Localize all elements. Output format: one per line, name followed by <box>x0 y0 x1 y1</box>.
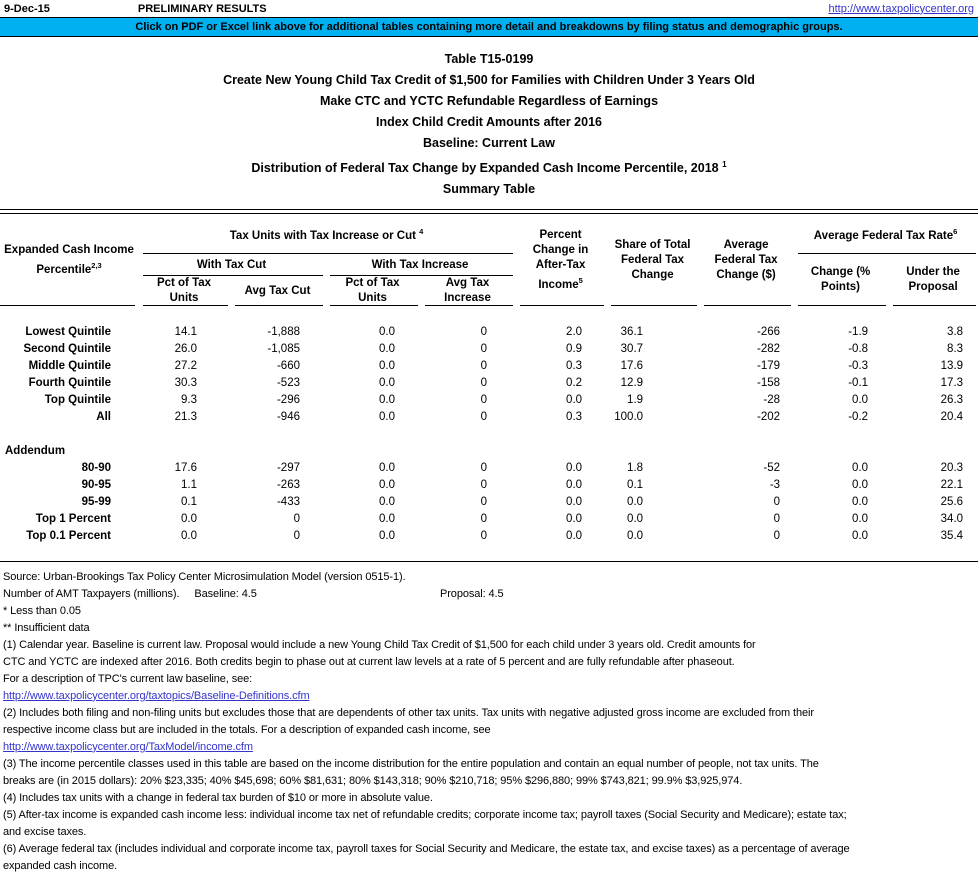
data-cell: 0.0 <box>566 461 583 474</box>
data-cell: -266 <box>757 325 781 338</box>
data-cell: 34.0 <box>940 512 964 525</box>
source-note: Source: Urban-Brookings Tax Policy Center Microsimulation Model (version 0515-1). <box>3 570 406 583</box>
header-rate-change-points: Change (% Points) <box>793 254 888 306</box>
data-cell: -433 <box>276 495 300 508</box>
header-pct-change-after-tax-income: Percent Change in After-Tax Income$^5$ <box>515 214 606 306</box>
data-cell: 20.4 <box>940 410 964 423</box>
income-definition-link[interactable]: http://www.taxpolicycenter.org/TaxModel/income.cfm <box>3 740 253 753</box>
footnote-ref-5: 5 <box>578 275 583 285</box>
footnote-ref-1: 1 <box>722 160 727 169</box>
table-row <box>0 476 978 493</box>
data-cell: 100.0 <box>614 410 644 423</box>
row-label: 90-95 <box>81 478 111 491</box>
spacer-row <box>0 425 978 442</box>
data-cell: 0.0 <box>566 512 583 525</box>
data-cell: -52 <box>763 461 781 474</box>
data-cell: -0.3 <box>848 359 869 372</box>
data-cell: 0.0 <box>852 393 869 406</box>
row-label: Top Quintile <box>44 393 111 406</box>
amt-proposal-value: Proposal: 4.5 <box>440 587 504 600</box>
row-label: Top 0.1 Percent <box>26 529 111 542</box>
data-cell: -0.8 <box>848 342 869 355</box>
spacer-row <box>0 306 978 323</box>
data-cell: 13.9 <box>940 359 964 372</box>
subtitle-distribution: Distribution of Federal Tax Change by Expanded Cash Income Percentile, 2018 $^1$ <box>251 160 727 176</box>
table-row <box>0 357 978 374</box>
data-cell: 30.3 <box>174 376 197 389</box>
main-rows <box>0 323 978 425</box>
data-cell: 0.9 <box>566 342 583 355</box>
footnote-ref-4: 4 <box>419 227 424 237</box>
note-less-than: * Less than 0.05 <box>3 604 81 617</box>
data-cell: -1,888 <box>267 325 300 338</box>
footnote-ref-6: 6 <box>953 227 958 237</box>
header-share-of-total: Share of Total Federal Tax Change <box>606 214 699 306</box>
data-cell: 0 <box>773 512 781 525</box>
data-cell: 0.0 <box>379 325 395 338</box>
note-6-line-2: expanded cash income. <box>3 859 118 872</box>
data-cell: 0.0 <box>852 461 869 474</box>
data-cell: 17.3 <box>940 376 964 389</box>
banner-text: Click on PDF or Excel link above for additional tables containing more detail and breakdowns by filing status and demographic groups. <box>135 21 843 33</box>
data-cell: -1,085 <box>267 342 300 355</box>
data-cell: 25.6 <box>940 495 964 508</box>
data-cell: -296 <box>276 393 300 406</box>
data-cell: -28 <box>763 393 781 406</box>
data-cell: 1.1 <box>181 478 197 491</box>
data-cell: 0.3 <box>566 359 583 372</box>
data-cell: 0 <box>293 529 300 542</box>
table-row <box>0 374 978 391</box>
data-cell: 0.0 <box>852 495 869 508</box>
data-cell: 1.9 <box>627 393 644 406</box>
income-link-row <box>3 739 975 756</box>
data-cell: 36.1 <box>620 325 644 338</box>
note-1-line-1: (1) Calendar year. Baseline is current law. Proposal would include a new Young Child Tax Credit of $1,500 for each child under 3 years old. Credit amounts for <box>3 638 756 651</box>
data-cell: -1.9 <box>848 325 869 338</box>
data-cell: -3 <box>769 478 781 491</box>
addendum-rows <box>0 459 978 544</box>
data-cell: 0.0 <box>566 478 583 491</box>
data-cell: 0 <box>480 376 488 389</box>
data-cell: 1.8 <box>627 461 644 474</box>
data-cell: 0 <box>480 512 488 525</box>
data-cell: 0.0 <box>852 529 869 542</box>
data-cell: -946 <box>276 410 300 423</box>
data-cell: 0.0 <box>566 495 583 508</box>
header-with-tax-cut: With Tax Cut <box>138 254 325 276</box>
table-row <box>0 459 978 476</box>
data-cell: 0 <box>480 393 488 406</box>
data-cell: 0 <box>480 461 488 474</box>
data-cell: 0.0 <box>379 478 395 491</box>
data-cell: 35.4 <box>940 529 964 542</box>
data-cell: 0.0 <box>627 529 644 542</box>
date-text: 9-Dec-15 <box>4 2 50 15</box>
header-expanded-cash-income: Expanded Cash Income Percentile$^{2,3}$ <box>0 214 138 306</box>
summary-table <box>0 214 978 562</box>
header-rate-under-proposal: Under the Proposal <box>888 254 978 306</box>
spacer-row <box>0 544 978 561</box>
data-cell: 0.0 <box>379 393 395 406</box>
data-cell: 27.2 <box>174 359 197 372</box>
header-pct-units-cut: Pct of Tax Units <box>138 276 230 306</box>
data-cell: -523 <box>276 376 300 389</box>
data-cell: 0.0 <box>852 478 869 491</box>
data-cell: 22.1 <box>940 478 964 491</box>
data-cell: 0.0 <box>379 529 395 542</box>
row-label: 95-99 <box>81 495 111 508</box>
table-row <box>0 493 978 510</box>
table-row <box>0 510 978 527</box>
header-avg-tax-increase: Avg Tax Increase <box>420 276 515 306</box>
data-cell: 0.0 <box>566 529 583 542</box>
data-cell: 26.0 <box>174 342 197 355</box>
note-3-line-2: breaks are (in 2015 dollars): 20% $23,335; 40% $45,698; 60% $81,631; 80% $143,318; 90% $210,718; 95% $296,880; 99% $743,821; 99.9% $3,925,974. <box>3 774 743 787</box>
subtitle-proposal-1: Create New Young Child Tax Credit of $1,500 for Families with Children Under 3 Years Old <box>223 73 755 87</box>
baseline-definitions-link[interactable]: http://www.taxpolicycenter.org/taxtopics/Baseline-Definitions.cfm <box>3 689 310 702</box>
header-with-tax-increase: With Tax Increase <box>325 254 515 276</box>
row-label: Second Quintile <box>23 342 111 355</box>
data-cell: 3.8 <box>947 325 964 338</box>
data-cell: 9.3 <box>181 393 197 406</box>
data-cell: 0 <box>773 495 781 508</box>
data-cell: 0.0 <box>627 512 644 525</box>
data-cell: -0.2 <box>848 410 869 423</box>
data-cell: 30.7 <box>620 342 644 355</box>
note-4: (4) Includes tax units with a change in federal tax burden of $10 or more in absolute value. <box>3 791 433 804</box>
note-2-line-2: respective income class but are included in the totals. For a description of expanded cash income, see <box>3 723 491 736</box>
data-cell: 0.0 <box>627 495 644 508</box>
header-average-federal-tax-change: Average Federal Tax Change ($) <box>699 214 793 306</box>
data-cell: 0 <box>480 495 488 508</box>
data-cell: 0.0 <box>566 393 583 406</box>
data-cell: -263 <box>276 478 300 491</box>
table-number-title: Table T15-0199 <box>444 52 534 66</box>
data-cell: 21.3 <box>174 410 197 423</box>
subtitle-proposal-2: Make CTC and YCTC Refundable Regardless of Earnings <box>319 94 659 108</box>
data-cell: 0.0 <box>379 342 395 355</box>
note-insufficient-data: ** Insufficient data <box>3 621 90 634</box>
status-text: PRELIMINARY RESULTS <box>137 2 267 15</box>
data-cell: 0 <box>480 410 488 423</box>
note-1-line-2: CTC and YCTC are indexed after 2016. Both credits begin to phase out at current law levels at a rate of 5 percent and are fully refundable after phaseout. <box>3 655 735 668</box>
data-cell: 17.6 <box>174 461 197 474</box>
data-cell: -660 <box>276 359 300 372</box>
data-cell: -297 <box>276 461 300 474</box>
site-link[interactable]: http://www.taxpolicycenter.org <box>828 2 974 15</box>
data-cell: 0 <box>293 512 300 525</box>
addendum-label-row <box>0 442 978 459</box>
header-pct-units-increase: Pct of Tax Units <box>325 276 420 306</box>
data-cell: 8.3 <box>947 342 964 355</box>
row-label: Lowest Quintile <box>25 325 111 338</box>
data-cell: -179 <box>757 359 781 372</box>
top-bar <box>0 0 978 17</box>
table-row <box>0 408 978 425</box>
row-label: Top 1 Percent <box>35 512 111 525</box>
data-cell: -158 <box>757 376 781 389</box>
subtitle-baseline: Baseline: Current Law <box>423 136 555 150</box>
row-label: Fourth Quintile <box>28 376 111 389</box>
note-1-line-3: For a description of TPC's current law baseline, see: <box>3 672 253 685</box>
data-cell: 0.0 <box>379 376 395 389</box>
row-label: All <box>96 410 111 423</box>
amt-label: Number of AMT Taxpayers (millions). <box>3 587 180 600</box>
data-cell: 0 <box>480 529 488 542</box>
data-cell: 0 <box>480 325 488 338</box>
data-cell: 12.9 <box>620 376 644 389</box>
data-cell: 0.0 <box>379 512 395 525</box>
data-cell: 0.3 <box>566 410 583 423</box>
data-cell: 0.0 <box>852 512 869 525</box>
data-cell: -0.1 <box>848 376 869 389</box>
header-group-average-federal-tax-rate: Average Federal Tax Rate$^6$ <box>793 214 978 254</box>
data-cell: 0 <box>480 342 488 355</box>
footnote-ref-2-3: 2,3 <box>91 260 102 270</box>
table-row <box>0 527 978 544</box>
data-cell: 0.0 <box>379 410 395 423</box>
table-row <box>0 340 978 357</box>
table-header <box>0 214 978 306</box>
baseline-definitions-link-row <box>3 688 975 705</box>
note-2-line-1: (2) Includes both filing and non-filing units but excludes those that are dependents of other tax units. Tax units with negative adjusted gross income are excluded from their <box>3 706 814 719</box>
data-cell: 17.6 <box>620 359 644 372</box>
data-cell: 0.1 <box>627 478 644 491</box>
data-cell: 0.0 <box>181 529 197 542</box>
header-avg-tax-cut: Avg Tax Cut <box>230 276 325 306</box>
data-cell: 14.1 <box>174 325 197 338</box>
table-row <box>0 323 978 340</box>
note-6-line-1: (6) Average federal tax (includes individual and corporate income tax, payroll taxes for Social Security and Medicare, the estate tax, and excise taxes) as a percentage of average <box>3 842 850 855</box>
note-3-line-1: (3) The income percentile classes used in this table are based on the income distribution for the entire population and contain an equal number of people, not tax units. The <box>3 757 819 770</box>
title-block <box>0 49 978 200</box>
data-cell: -282 <box>757 342 781 355</box>
row-label: 80-90 <box>81 461 111 474</box>
data-cell: 0.2 <box>566 376 583 389</box>
info-banner <box>0 17 978 37</box>
data-cell: 20.3 <box>940 461 964 474</box>
data-cell: 0 <box>480 478 488 491</box>
data-cell: -202 <box>757 410 781 423</box>
data-cell: 2.0 <box>566 325 583 338</box>
amt-taxpayers-row <box>3 586 975 603</box>
addendum-label: Addendum <box>5 444 66 457</box>
amt-baseline-value: Baseline: 4.5 <box>194 587 257 600</box>
table-row <box>0 391 978 408</box>
data-cell: 26.3 <box>940 393 964 406</box>
data-cell: 0.0 <box>181 512 197 525</box>
data-cell: 0 <box>480 359 488 372</box>
subtitle-proposal-3: Index Child Credit Amounts after 2016 <box>376 115 602 129</box>
data-cell: 0.0 <box>379 359 395 372</box>
row-label: Middle Quintile <box>28 359 111 372</box>
data-cell: 0.0 <box>379 461 395 474</box>
data-cell: 0.0 <box>379 495 395 508</box>
subtitle-summary: Summary Table <box>442 182 536 197</box>
data-cell: 0.1 <box>181 495 197 508</box>
data-cell: 0 <box>773 529 781 542</box>
header-group-tax-units: Tax Units with Tax Increase or Cut $^4$ <box>138 214 515 254</box>
footnotes <box>0 569 978 875</box>
note-5-line-2: and excise taxes. <box>3 825 87 838</box>
note-5-line-1: (5) After-tax income is expanded cash income less: individual income tax net of refundable credits; corporate income tax; payroll taxes (Social Security and Medicare); estate tax; <box>3 808 847 821</box>
